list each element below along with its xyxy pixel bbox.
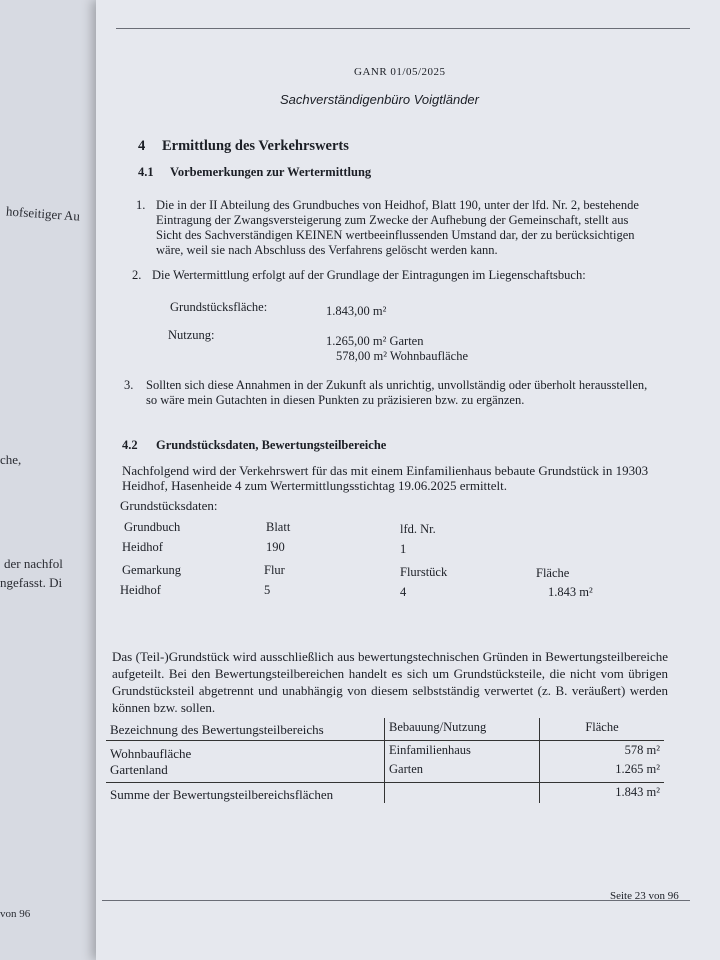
row-name: Gartenland <box>106 762 385 783</box>
list-item-number: 1. <box>136 198 146 212</box>
table-row <box>106 741 664 763</box>
col-header-name: Bezeichnung des Bewertungsteilbereichs <box>106 718 385 741</box>
value-lfd-nr: 1 <box>400 542 407 556</box>
list-item-text: Sollten sich diese Annahmen in der Zukunft als unrichtig, unvollständig oder überholt herausstellen, so wäre mein Gutachten in diesen Punkten zu präzisieren bzw. zu ergänzen. <box>146 378 648 407</box>
partition-table <box>106 718 664 803</box>
subsection-number: 4.1 <box>138 165 154 179</box>
usage-label: Nutzung: <box>168 328 215 342</box>
row-use: Einfamilienhaus <box>385 741 540 763</box>
row-use: Garten <box>385 762 540 783</box>
left-page-fragment: der nachfol <box>4 556 63 571</box>
area-value: 1.843,00 m² <box>326 304 387 318</box>
header-flur: Flur <box>264 563 285 577</box>
page-number: Seite 23 von 96 <box>610 890 679 902</box>
section-title: Ermittlung des Verkehrswerts <box>162 138 349 154</box>
table-sum-row <box>106 783 664 804</box>
usage-value-residential: 578,00 m² Wohnbaufläche <box>336 349 468 363</box>
sum-value: 1.843 m² <box>615 785 660 799</box>
plot-data-label: Grundstücksdaten: <box>120 498 218 513</box>
subsection-title: Vorbemerkungen zur Wertermittlung <box>170 165 372 179</box>
area-label: Grundstücksfläche: <box>170 300 268 314</box>
subsection-title: Grundstücksdaten, Bewertungsteilbereiche <box>156 438 387 452</box>
document-page <box>96 0 720 960</box>
header-lfd-nr: lfd. Nr. <box>400 522 436 536</box>
office-name: Sachverständigenbüro Voigtländer <box>280 92 479 107</box>
value-gemarkung: Heidhof <box>120 583 161 597</box>
partition-paragraph: Das (Teil-)Grundstück wird ausschließlich aus bewertungstechnischen Gründen in Bewertungsteilbereiche aufgeteilt. Bei den Bewertungsteilbereichen handelt es sich um Grundstücksteile, die nicht vom übrigen Grundstücksteil abgetrennt und unabhängig von diesem selbstständig verwertet (z. B. veräußert) werden können bzw. sollen. <box>112 649 668 715</box>
header-flaeche: Fläche <box>536 566 570 580</box>
list-item-text: Die Wertermittlung erfolgt auf der Grundlage der Eintragungen im Liegenschaftsbuch: <box>152 268 586 282</box>
row-area: 1.265 m² <box>540 762 665 783</box>
value-blatt: 190 <box>266 540 285 554</box>
table-row <box>106 762 664 783</box>
document-id: GANR 01/05/2025 <box>354 66 446 78</box>
col-header-area: Fläche <box>540 718 665 741</box>
section-number: 4 <box>138 138 146 154</box>
header-rule <box>116 28 690 29</box>
sum-label: Summe der Bewertungsteilbereichsflächen <box>106 783 385 804</box>
left-page-fragment: ngefasst. Di <box>0 575 63 590</box>
left-page-fragment: hofseitiger Au <box>5 203 81 224</box>
value-grundbuch: Heidhof <box>122 540 163 554</box>
usage-value-garden: 1.265,00 m² Garten <box>326 334 424 348</box>
header-grundbuch: Grundbuch <box>124 520 181 534</box>
header-blatt: Blatt <box>266 520 291 534</box>
list-item-number: 2. <box>132 268 142 282</box>
value-flaeche: 1.843 m² <box>548 585 593 599</box>
intro-paragraph: Nachfolgend wird der Verkehrswert für das mit einem Einfamilienhaus bebaute Grundstück in 19303 Heidhof, Hasenheide 4 zum Wertermittlungsstichtag 19.06.2025 ermittelt. <box>122 463 649 493</box>
row-area: 578 m² <box>624 743 660 757</box>
left-page-fragment: che, <box>0 452 22 467</box>
subsection-number: 4.2 <box>122 438 138 452</box>
row-name: Wohnbaufläche <box>106 741 385 763</box>
list-item-text: Die in der II Abteilung des Grundbuches von Heidhof, Blatt 190, unter der lfd. Nr. 2, bestehende Eintragung der Zwangsversteigerung zum Zwecke der Aufhebung der Gemeinschaft, stellt aus Sicht des Sachverständigen KEINEN wertbeeinflussenden Umstand dar, der zu berücksichtigen wäre, weil sie nach Abschluss des Verfahrens gelöscht werden kann. <box>156 198 639 257</box>
footer-rule <box>102 900 690 901</box>
value-flur: 5 <box>264 583 271 597</box>
header-gemarkung: Gemarkung <box>122 563 182 577</box>
col-header-use: Bebauung/Nutzung <box>385 718 540 741</box>
header-flurstueck: Flurstück <box>400 565 448 579</box>
list-item-number: 3. <box>124 378 134 392</box>
table-header-row <box>106 718 664 741</box>
left-page-fragment: von 96 <box>0 908 31 920</box>
value-flurstueck: 4 <box>400 585 407 599</box>
